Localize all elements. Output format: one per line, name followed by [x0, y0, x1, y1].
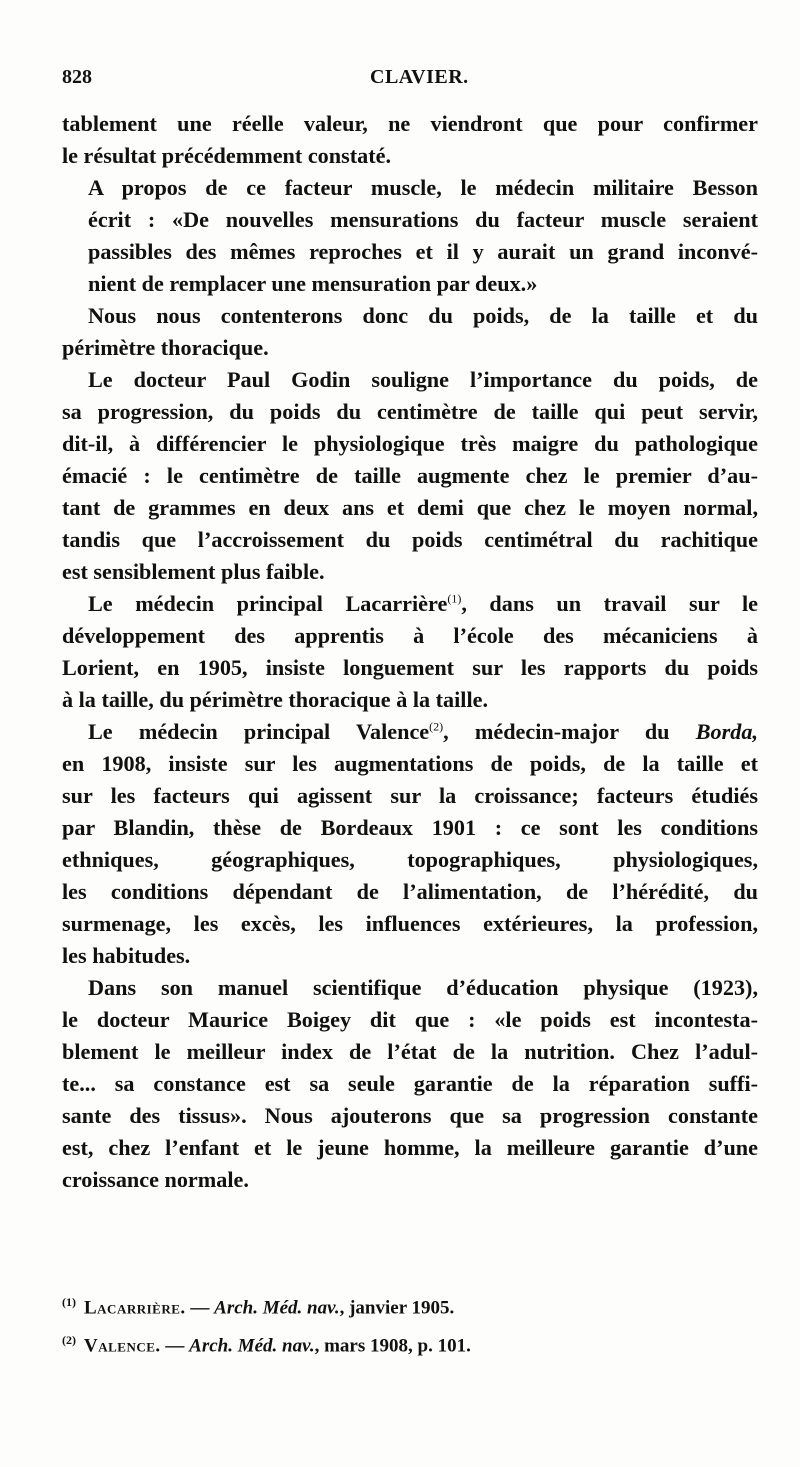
text-line: écrit : «De nouvelles mensurations du facteur muscle seraient [88, 207, 758, 232]
text-line: sur les facteurs qui agissent sur la croissance; facteurs étudiés [62, 783, 758, 808]
paragraph [62, 364, 758, 588]
text-line: A propos de ce facteur muscle, le médecin militaire Besson [88, 175, 758, 200]
text-line: Lorient, en 1905, insiste longuement sur les rapports du poids [62, 655, 758, 680]
text-line: les habitudes. [62, 943, 191, 968]
footnote-dash: — [160, 1335, 190, 1357]
text-line: le résultat précédemment constaté. [62, 143, 391, 168]
footnote-rest: , mars 1908, p. 101. [314, 1335, 471, 1357]
footnote-reference[interactable]: (1) [447, 591, 462, 606]
text-segment: Le médecin principal Lacarrière [88, 591, 448, 616]
text-line: Le docteur Paul Godin souligne l’importance du poids, de [88, 367, 758, 392]
text-line: par Blandin, thèse de Bordeaux 1901 : ce sont les conditions [62, 815, 758, 840]
text-line: est, chez l’enfant et le jeune homme, la meilleure garantie d’une [62, 1135, 758, 1160]
footnote-mark: (2) [62, 1333, 76, 1348]
text-line [62, 588, 758, 620]
paragraph [62, 972, 758, 1196]
footnote-journal: Arch. Méd. nav. [189, 1335, 315, 1357]
text-line: passibles des mêmes reproches et il y aurait un grand inconvé- [88, 239, 758, 264]
text-line: croissance normale. [62, 1167, 249, 1192]
footnote-author: Lacarrière. [84, 1297, 186, 1319]
text-line: nient de remplacer une mensuration par deux.» [88, 271, 538, 296]
text-line: développement des apprentis à l’école des mécaniciens à [62, 623, 758, 648]
footnote-reference[interactable]: (2) [429, 719, 444, 734]
text-line: tant de grammes en deux ans et demi que chez le moyen normal, [62, 495, 758, 520]
footnote-author: Valence. [84, 1335, 161, 1357]
running-title: CLAVIER. [370, 66, 469, 88]
paragraph [62, 300, 758, 364]
text-line: périmètre thoracique. [62, 335, 269, 360]
text-line: tablement une réelle valeur, ne viendront que pour confirmer [62, 111, 758, 136]
footnotes [62, 1286, 762, 1363]
text-line: sa progression, du poids du centimètre de taille qui peut servir, [62, 399, 758, 424]
text-line: à la taille, du périmètre thoracique à la taille. [62, 687, 489, 712]
text-line: blement le meilleur index de l’état de la nutrition. Chez l’adul- [62, 1039, 758, 1064]
text-line: est sensiblement plus faible. [62, 559, 325, 584]
text-segment: , médecin-major du [443, 719, 696, 744]
text-line [62, 716, 758, 748]
running-head [62, 66, 762, 90]
footnote-mark: (1) [62, 1295, 76, 1309]
body-text [62, 108, 758, 1196]
footnote-rest: , janvier 1905. [339, 1297, 455, 1319]
paragraph [62, 172, 758, 300]
text-line: en 1908, insiste sur les augmentations de poids, de la taille et [62, 751, 758, 776]
ship-name: Borda, [695, 719, 758, 744]
footnote-journal: Arch. Méd. nav. [214, 1297, 340, 1319]
page-number: 828 [62, 66, 92, 88]
text-line: émacié : le centimètre de taille augmente chez le premier d’au- [62, 463, 758, 488]
text-segment: Le médecin principal Valence [88, 719, 430, 744]
text-line: tandis que l’accroissement du poids centimétral du rachitique [62, 527, 758, 552]
text-line: Nous nous contenterons donc du poids, de la taille et du [88, 303, 758, 328]
text-line: Dans son manuel scientifique d’éducation physique (1923), [88, 975, 758, 1000]
text-line: sante des tissus». Nous ajouterons que sa progression constante [62, 1103, 758, 1128]
text-line: le docteur Maurice Boigey dit que : «le poids est incontesta- [62, 1007, 758, 1032]
paragraph [62, 108, 758, 172]
paragraph [62, 716, 758, 972]
text-line: les conditions dépendant de l’alimentation, de l’hérédité, du [62, 879, 758, 904]
text-line: te... sa constance est sa seule garantie de la réparation suffi- [62, 1071, 758, 1096]
text-line: surmenage, les excès, les influences extérieures, la profession, [62, 911, 758, 936]
text-segment: , dans un travail sur le [461, 591, 759, 616]
text-line: ethniques, géographiques, topographiques, physiologiques, [62, 847, 758, 872]
text-line: dit-il, à différencier le physiologique très maigre du pathologique [62, 431, 758, 456]
footnote-dash: — [185, 1297, 215, 1319]
paragraph [62, 588, 758, 716]
footnote [62, 1324, 762, 1362]
footnote [62, 1286, 762, 1324]
